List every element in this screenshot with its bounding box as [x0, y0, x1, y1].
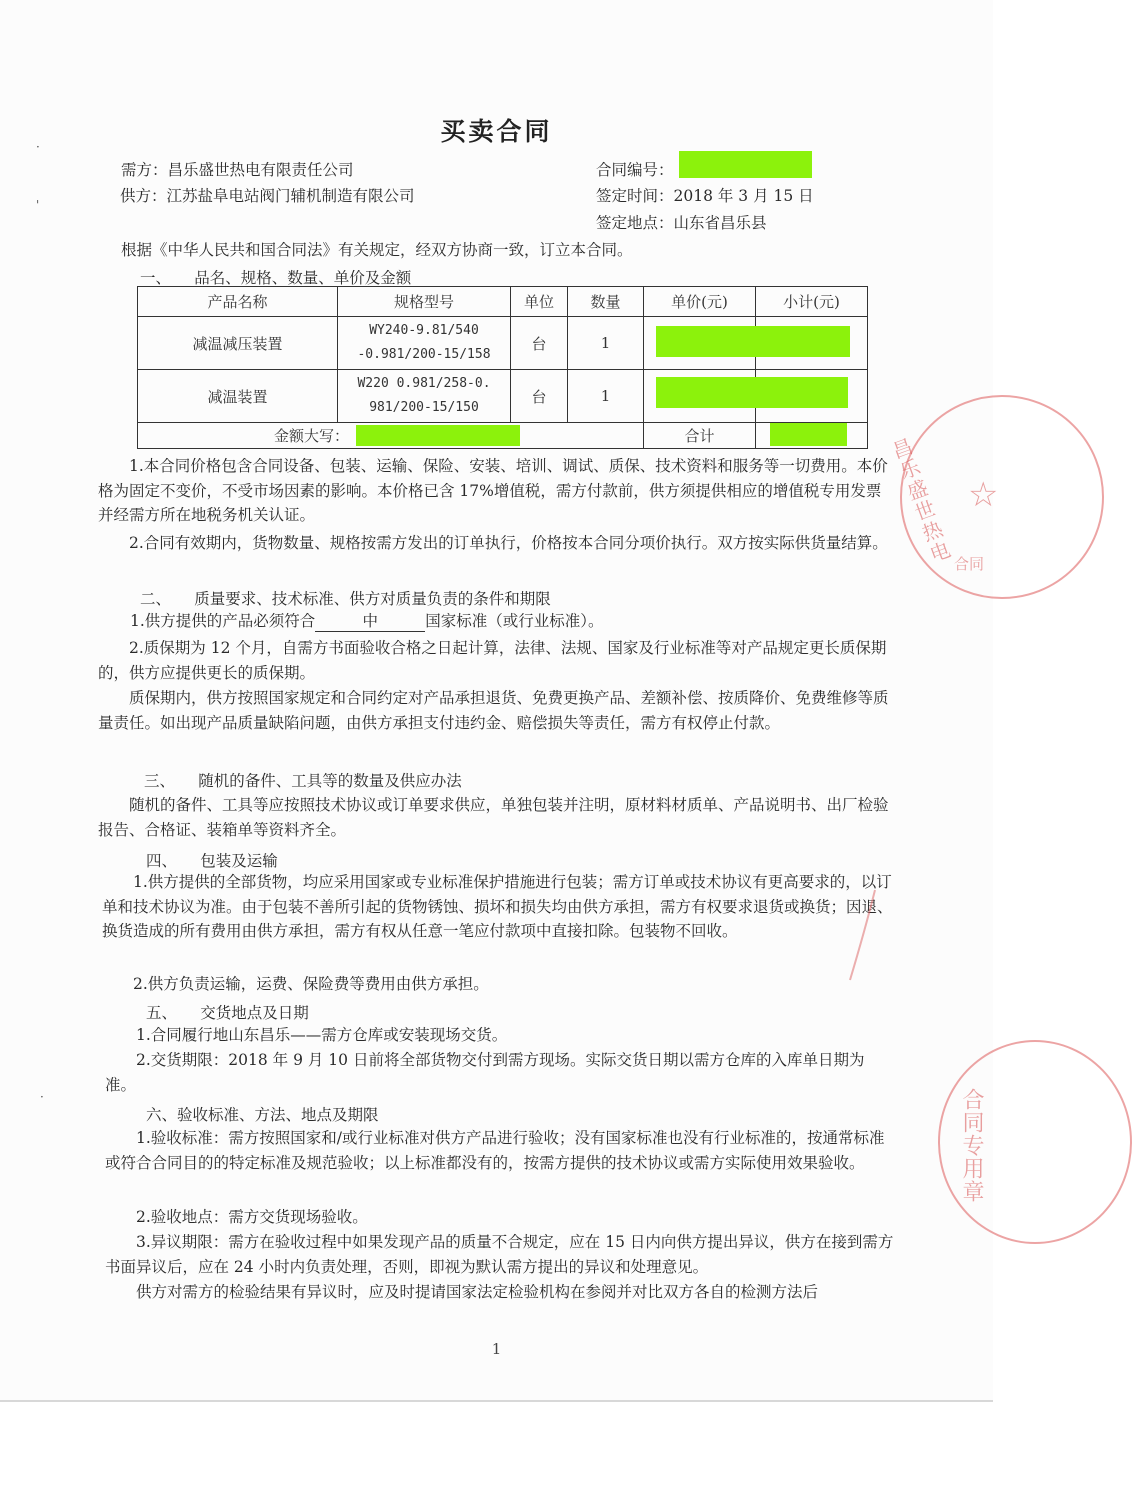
buyer-line: 需方：昌乐盛世热电有限责任公司 — [121, 161, 354, 179]
margin-mark: · — [40, 1090, 44, 1104]
contract-no-label: 合同编号： — [596, 161, 674, 179]
table-header-row — [138, 287, 868, 317]
product-spec — [338, 317, 511, 370]
amount-words-label: 金额大写： — [274, 427, 350, 445]
section-5-heading: 五、 交货地点及日期 — [146, 1004, 309, 1022]
contract-seal — [938, 1040, 1132, 1244]
col-header-price: 单价(元) — [644, 287, 756, 317]
contract-title: 买卖合同 — [440, 117, 553, 146]
section-5-para-1: 1.合同履行地山东昌乐——需方仓库或安装现场交货。 — [136, 1026, 508, 1044]
col-header-subtotal: 小计(元) — [756, 287, 868, 317]
redaction-contract-no — [679, 151, 812, 178]
section-4-heading: 四、 包装及运输 — [146, 852, 278, 870]
seal-text: 合同专用章 — [959, 1088, 984, 1203]
seal-star-icon: ☆ — [968, 475, 999, 515]
seal-text: 昌乐盛世热电 — [886, 435, 954, 568]
section-3-heading: 三、 随机的备件、工具等的数量及供应办法 — [144, 772, 462, 790]
section-4-para-2: 2.供方负责运输，运费、保险费等费用由供方承担。 — [133, 975, 489, 993]
section-1-para-2: 2.合同有效期内，货物数量、规格按需方发出的订单执行，价格按本合同分项价执行。双方按实际供货量结算。 — [129, 534, 888, 552]
col-header-unit: 单位 — [511, 287, 568, 317]
section-4-para-1: 1.供方提供的全部货物，均应采用国家或专业标准保护措施进行包装；需方订单或技术协议有更高要求的，以订单和技术协议为准。由于包装不善所引起的货物锈蚀、损坏和损失均由供方承担，需方有权要求退货或换货；因退、换货造成的所有费用由供方承担，需方有权从任意一笔应付款项中直接扣除。包装物不回收。 — [102, 873, 893, 940]
product-unit: 台 — [511, 317, 568, 370]
page-number: 1 — [491, 1340, 502, 1358]
redaction-price-2 — [656, 377, 848, 408]
section-1-para-1: 1.本合同价格包含合同设备、包装、运输、保险、安装、培训、调试、质保、技术资料和服务等一切费用。本价格为固定不变价，不受市场因素的影响。本价格已含 17%增值税，需方付款前，供方须提供相应的增值税专用发票并经需方所在地税务机关认证。 — [98, 457, 888, 524]
company-seal — [886, 395, 1104, 599]
product-qty: 1 — [568, 370, 644, 423]
spec-line: -0.981/200-15/158 — [357, 347, 491, 362]
section-2-para-3: 质保期内，供方按照国家规定和合同约定对产品承担退货、免费更换产品、差额补偿、按质降价、免费维修等质量责任。如出现产品质量缺陷问题，由供方承担支付违约金、赔偿损失等责任，需方有权停止付款。 — [98, 689, 889, 732]
section-6-para-4: 供方对需方的检验结果有异议时，应及时提请国家法定检验机构在参阅并对比双方各自的检测方法后 — [136, 1283, 819, 1301]
margin-mark: · — [36, 140, 40, 154]
section-1-heading: 一、 品名、规格、数量、单价及金额 — [140, 269, 412, 287]
redaction-price-1 — [656, 326, 850, 357]
section-5-para-2: 2.交货期限：2018 年 9 月 10 日前将全部货物交付到需方现场。实际交货日期以需方仓库的入库单日期为准。 — [105, 1051, 865, 1094]
product-qty: 1 — [568, 317, 644, 370]
section-6-para-1: 1.验收标准：需方按照国家和/或行业标准对供方产品进行验收；没有国家标准也没有行业标准的，按通常标准或符合合同目的的特定标准及规范验收；以上标准都没有的，按需方提供的技术协议或需方实际使用效果验收。 — [105, 1129, 885, 1172]
product-unit: 台 — [511, 370, 568, 423]
spec-line: 981/200-15/150 — [369, 400, 479, 415]
sign-place-line: 签定地点：山东省昌乐县 — [596, 214, 767, 232]
section-2-heading: 二、 质量要求、技术标准、供方对质量负责的条件和期限 — [140, 590, 551, 608]
sign-date-line: 签定时间：2018 年 3 月 15 日 — [596, 187, 814, 205]
intro-text: 根据《中华人民共和国合同法》有关规定，经双方协商一致，订立本合同。 — [121, 241, 633, 259]
section-6-heading: 六、验收标准、方法、地点及期限 — [146, 1106, 379, 1124]
product-name: 减温装置 — [138, 370, 338, 423]
para-text: 国家标准（或行业标准）。 — [425, 612, 604, 630]
col-header-spec: 规格型号 — [338, 287, 511, 317]
standard-blank: 中 — [315, 611, 425, 632]
supplier-line: 供方：江苏盐阜电站阀门辅机制造有限公司 — [120, 187, 415, 205]
redaction-total — [770, 423, 847, 446]
spec-line: W220 0.981/258-0. — [357, 376, 491, 391]
section-2-para-1 — [130, 611, 604, 632]
margin-mark: ' — [36, 198, 40, 212]
section-3-para-1: 随机的备件、工具等应按照技术协议或订单要求供应，单独包装并注明，原材料材质单、产品说明书、出厂检验报告、合格证、装箱单等资料齐全。 — [98, 796, 889, 839]
col-header-qty: 数量 — [568, 287, 644, 317]
page-edge — [0, 1400, 993, 1402]
section-6-para-2: 2.验收地点：需方交货现场验收。 — [136, 1208, 368, 1226]
seal-subtext: 合同 — [954, 555, 985, 573]
section-6-para-3: 3.异议期限：需方在验收过程中如果发现产品的质量不合规定，应在 15 日内向供方提出异议，供方在接到需方书面异议后，应在 24 小时内负责处理，否则，即视为默认需方提出的异议和处理意见。 — [105, 1233, 894, 1276]
seal-edge-mark — [835, 890, 895, 990]
redaction-amount-words — [356, 425, 520, 446]
para-text: 1.供方提供的产品必须符合 — [130, 612, 316, 630]
section-2-para-2: 2.质保期为 12 个月，自需方书面验收合格之日起计算，法律、法规、国家及行业标准等对产品规定更长质保期的，供方应提供更长的质保期。 — [98, 639, 887, 682]
total-label: 合计 — [644, 423, 756, 449]
spec-line: WY240-9.81/540 — [369, 323, 479, 338]
product-name: 减温减压装置 — [138, 317, 338, 370]
product-spec — [338, 370, 511, 423]
col-header-product: 产品名称 — [138, 287, 338, 317]
